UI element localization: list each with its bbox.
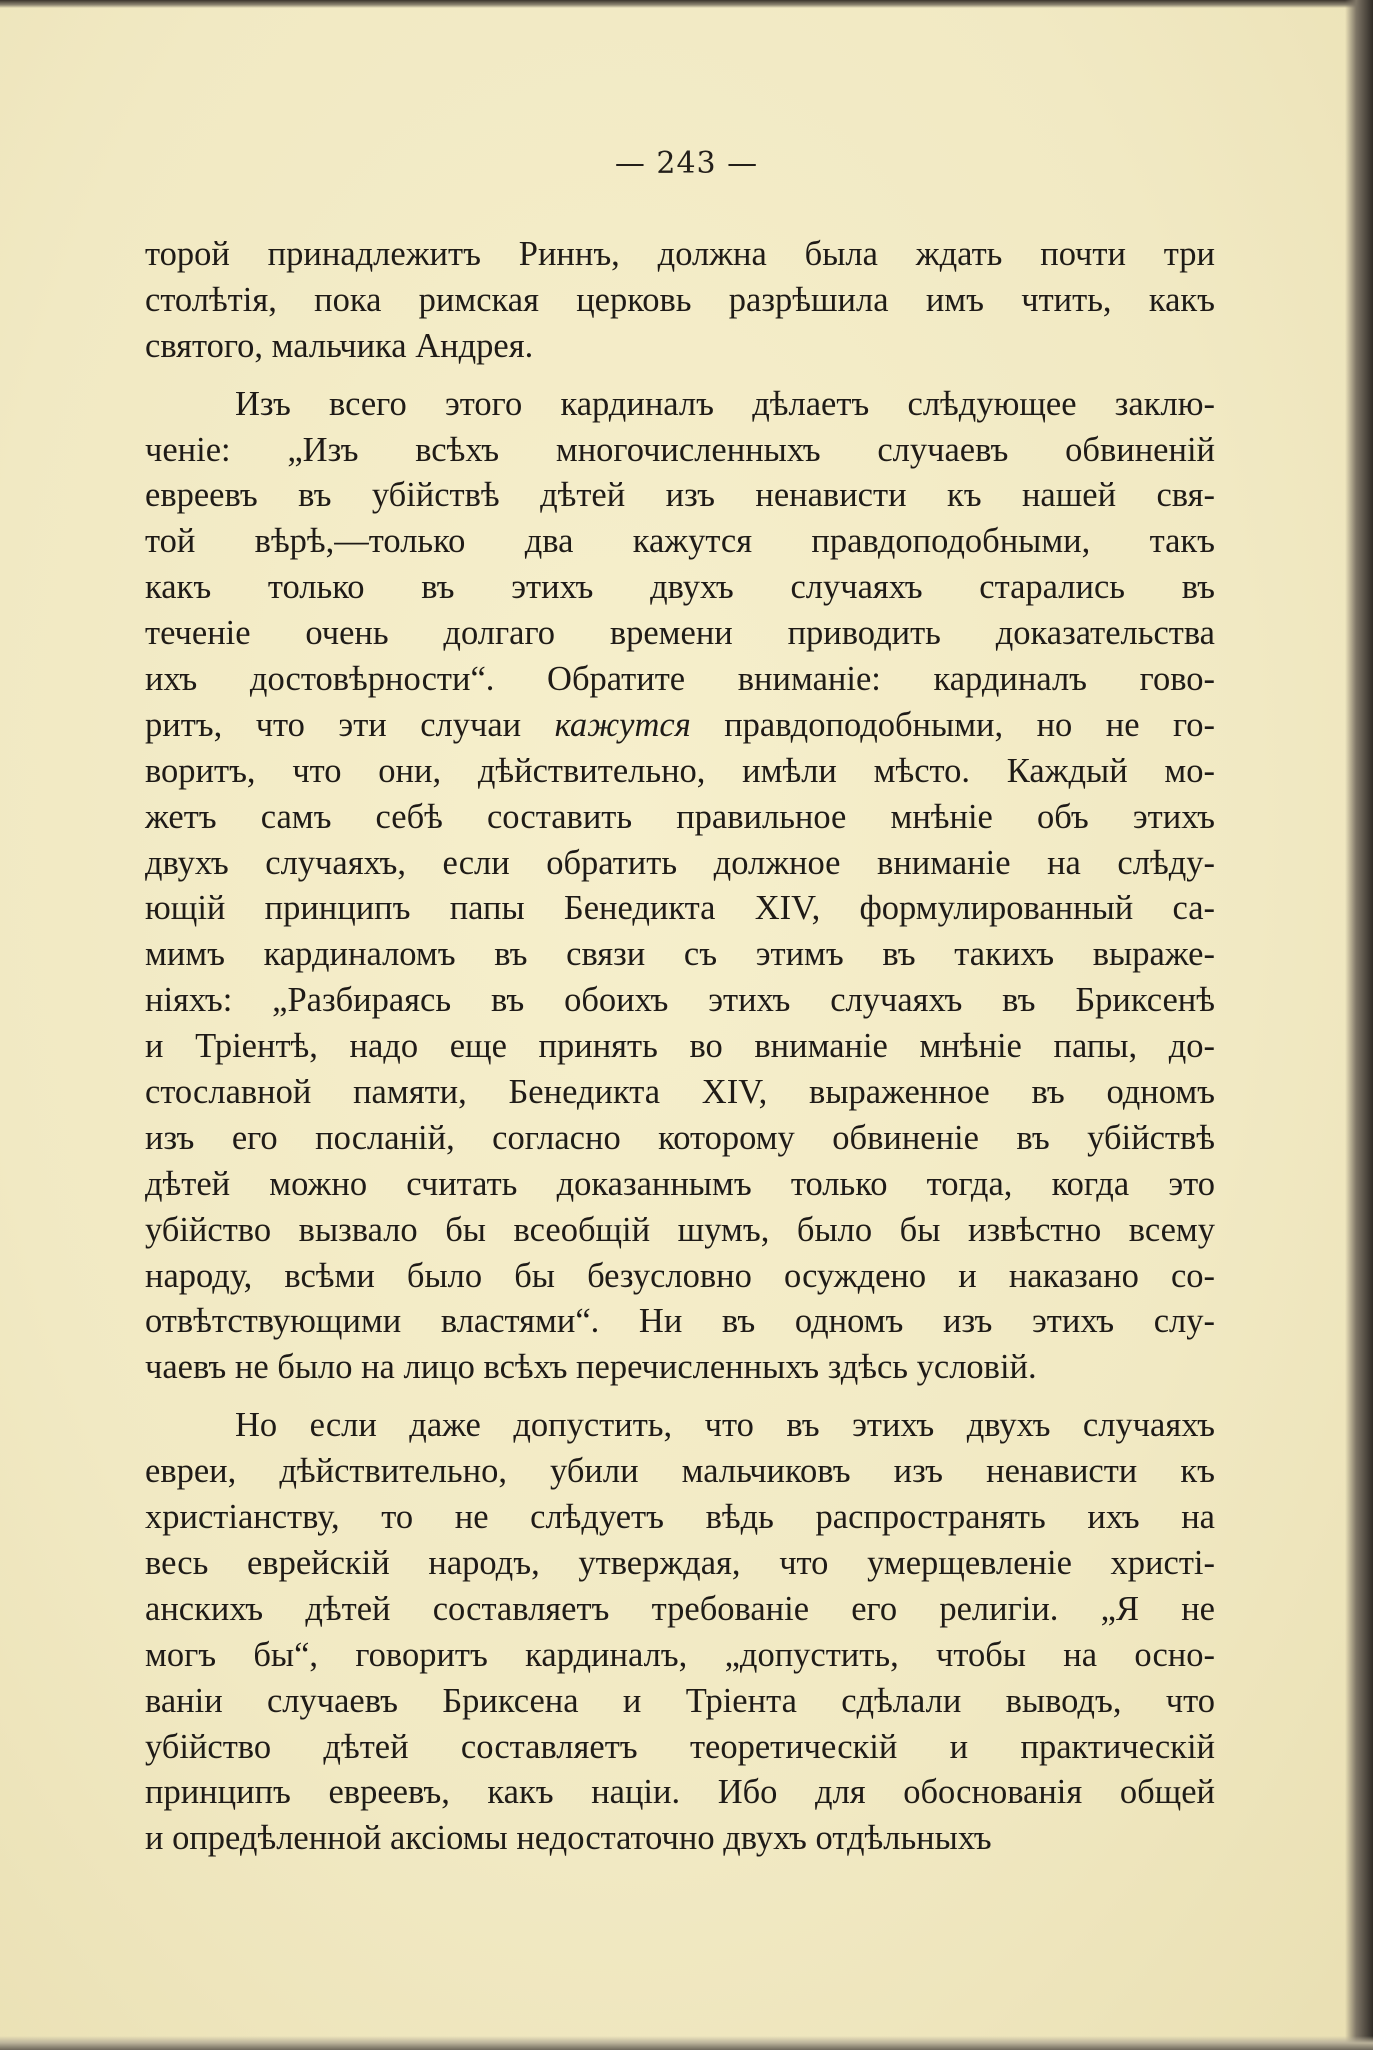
paragraph <box>145 382 1215 1392</box>
text-line: двухъ случаяхъ, если обратить должное вниманіе на слѣду- <box>145 843 1215 882</box>
text-line: народу, всѣми было бы безусловно осуждено и наказано со- <box>145 1256 1215 1295</box>
text-line: евреи, дѣйствительно, убили мальчиковъ изъ ненависти къ <box>145 1452 1215 1491</box>
text-line: столѣтія, пока римская церковь разрѣшила имъ чтить, какъ <box>145 280 1215 319</box>
text-line: весь еврейскій народъ, утверждая, что умерщевленіе христі- <box>145 1543 1215 1582</box>
page-top-edge <box>0 0 1373 8</box>
text-line: стославной памяти, Бенедикта XIV, выраженное въ одномъ <box>145 1073 1215 1112</box>
text-line: христіанству, то не слѣдуетъ вѣдь распространять ихъ на <box>145 1498 1215 1537</box>
text-line: торой принадлежитъ Риннъ, должна была ждать почти три <box>145 235 1215 273</box>
page-right-edge <box>1345 0 1373 2050</box>
text-line: какъ только въ этихъ двухъ случаяхъ старались въ <box>145 568 1215 607</box>
paragraph <box>145 232 1215 370</box>
text-line: теченіе очень долгаго времени приводить доказательства <box>145 614 1215 653</box>
page-number: — 243 — <box>614 146 759 181</box>
text-line: Но если даже допустить, что въ этихъ двухъ случаяхъ <box>235 1406 1215 1445</box>
body-text <box>145 232 1215 1862</box>
text-line: дѣтей можно считать доказаннымъ только тогда, когда это <box>145 1164 1215 1203</box>
text-line: отвѣтствующими властями“. Ни въ одномъ изъ этихъ слу- <box>145 1302 1215 1341</box>
text-line: ихъ достовѣрности“. Обратите вниманіе: кардиналъ гово- <box>145 660 1215 699</box>
text-line: мимъ кардиналомъ въ связи съ этимъ въ такихъ выраже- <box>145 935 1215 974</box>
text-line: убійство дѣтей составляетъ теоретическій и практическій <box>145 1727 1215 1766</box>
text-line: евреевъ въ убійствѣ дѣтей изъ ненависти къ нашей свя- <box>145 476 1215 515</box>
text-line: чаевъ не было на лицо всѣхъ перечисленныхъ здѣсь условій. <box>145 1348 1037 1387</box>
text-line: могъ бы“, говоритъ кардиналъ, „допустить, чтобы на осно- <box>145 1635 1215 1674</box>
paragraph-gap <box>145 1391 1215 1403</box>
text-line: изъ его посланій, согласно которому обвиненіе въ убійствѣ <box>145 1118 1215 1157</box>
text-line: принципъ евреевъ, какъ націи. Ибо для обоснованія общей <box>145 1773 1215 1812</box>
text-line: ющій принципъ папы Бенедикта XIV, формулированный са- <box>145 889 1215 928</box>
emphasis: кажутся <box>554 705 691 744</box>
text-line: ченіе: „Изъ всѣхъ многочисленныхъ случаевъ обвиненій <box>145 430 1215 469</box>
paragraph <box>145 1403 1215 1862</box>
text-line: Изъ всего этого кардиналъ дѣлаетъ слѣдующее заклю- <box>235 384 1215 423</box>
paragraph-gap <box>145 370 1215 382</box>
text-line: той вѣрѣ,—только два кажутся правдоподобными, такъ <box>145 522 1215 561</box>
text-line: и опредѣленной аксіомы недостаточно двухъ отдѣльныхъ <box>145 1819 992 1858</box>
text-line: ваніи случаевъ Бриксена и Тріента сдѣлали выводъ, что <box>145 1681 1215 1720</box>
text-line: убійство вызвало бы всеобщій шумъ, было бы извѣстно всему <box>145 1210 1215 1249</box>
text-line: ритъ, что эти случаи кажутся правдоподобными, но не го- <box>145 705 1216 744</box>
text-line: ніяхъ: „Разбираясь въ обоихъ этихъ случаяхъ въ Бриксенѣ <box>145 981 1215 1020</box>
text-line: святого, мальчика Андрея. <box>145 326 534 365</box>
text-line: анскихъ дѣтей составляетъ требованіе его религіи. „Я не <box>145 1589 1215 1628</box>
text-line: воритъ, что они, дѣйствительно, имѣли мѣсто. Каждый мо- <box>145 751 1215 790</box>
text-line: жетъ самъ себѣ составить правильное мнѣніе объ этихъ <box>145 797 1215 836</box>
text-line: и Тріентѣ, надо еще принять во вниманіе мнѣніе папы, до- <box>145 1027 1215 1066</box>
page-bottom-edge <box>0 2036 1373 2050</box>
